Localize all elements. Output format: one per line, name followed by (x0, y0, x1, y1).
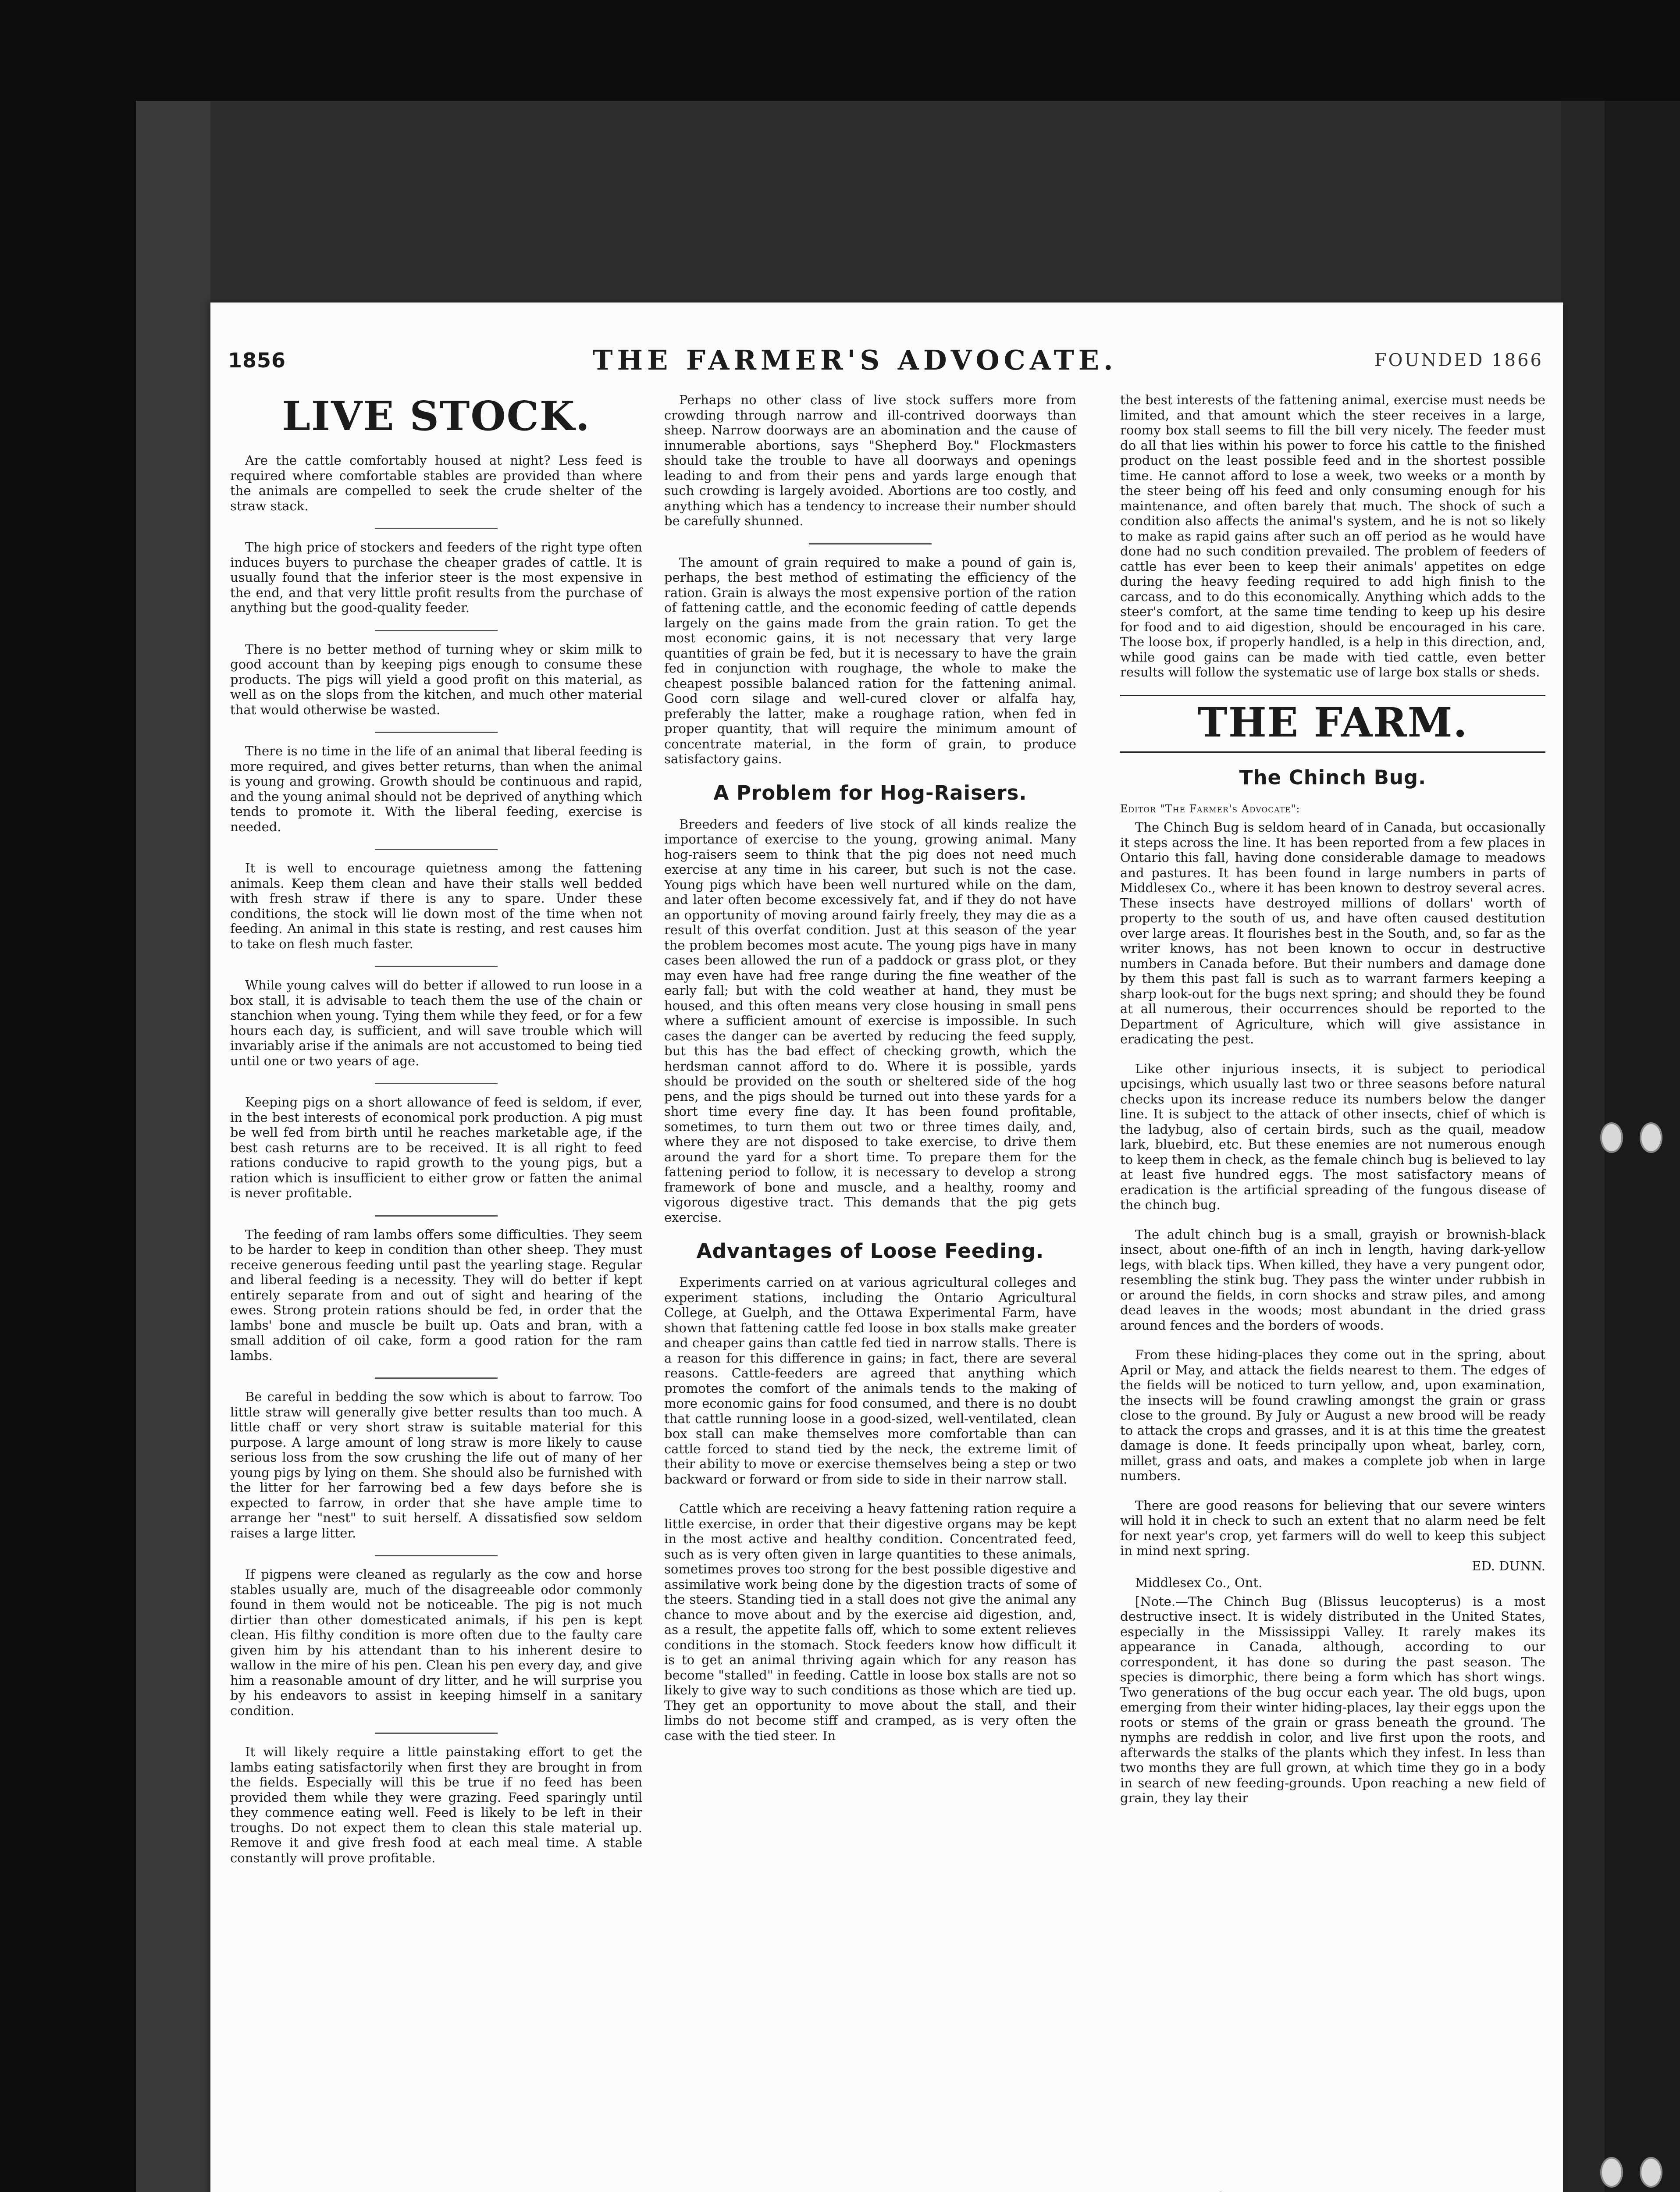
note-paragraph: [Note.—The Chinch Bug (Blissus leucopterus) is a most destructive insect. It is widely distributed in the United States, especially in the Mississippi Valley. It rarely makes its appearance in Canada, although, according to our correspondent, it has done so during the past season. The species is dimorphic, there being a form which has short wings. Two generations of the bug occur each year. The old bugs, upon emerging from their winter hiding-places, lay their eggs upon the roots or stems of the grain or grass beneath the ground. The nymphs are reddish in color, and live first upon the roots, and afterwards the stalks of the plants which they infest. In less than two months they are full grown, at which time they go in a body in search of new feeding-grounds. Upon reaching a new field of grain, they lay their (1120, 1594, 1545, 1805)
divider (375, 849, 498, 850)
article-heading-loose-feeding: Advantages of Loose Feeding. (696, 1239, 1044, 1263)
author-signature: ED. DUNN. (1472, 1558, 1545, 1573)
film-border-left (0, 0, 136, 2192)
film-border-top (0, 0, 1680, 101)
article-paragraph: It is well to encourage quietness among the fattening animals. Keep them clean and have their stalls well bedded with fresh straw if there is any to spare. Under these conditions, the stock will lie down most of the time when not feeding. An animal in this state is resting, and rest causes him to take on flesh much faster. (230, 861, 642, 951)
divider (375, 1215, 498, 1217)
divider (375, 1733, 498, 1734)
article-paragraph: the best interests of the fattening animal, exercise must needs be limited, and that amount which the steer receives in a large, roomy box stall seems to fill the bill very nicely. The feeder must do all that lies within his power to force his cattle to the finished product on the least possible feed and in the shortest possible time. He cannot afford to lose a week, two weeks or a month by the steer being off his feed and only consuming enough for his maintenance, and often barely that much. The shock of such a condition also affects the animal's system, and he is not so likely to make as rapid gains after such an off period as he would have done had no such condition prevailed. The problem of feeders of cattle has ever been to keep their animals' appetites on edge during the heavy feeding required to add high finish to the carcass, and to do this economically. Anything which adds to the steer's comfort, at the same time tending to keep up his desire for food and to aid digestion, should be encouraged in his care. The loose box, if properly handled, is a help in this direction, and, while good gains can be made with tied cattle, even better results will follow the systematic use of large box stalls or sheds. (1120, 392, 1545, 680)
article-paragraph: There is no time in the life of an animal that liberal feeding is more required, and gives better returns, than when the animal is young and growing. Growth should be continuous and rapid, and the young animal should not be deprived of anything which tends to promote it. With the liberal feeding, exercise is needed. (230, 744, 642, 834)
divider (375, 1377, 498, 1379)
article-paragraph: Are the cattle comfortably housed at night? Less feed is required where comfortable stables are provided than where the animals are compelled to seek the crude shelter of the straw stack. (230, 453, 642, 513)
article-paragraph: Breeders and feeders of live stock of all kinds realize the importance of exercise to the young, growing animal. Many hog-raisers seem to think that the pig does not need much exercise at any time in his career, but such is not the case. Young pigs which have been well nurtured while on the dam, and later often become excessively fat, and if they do not have an opportunity of moving around fairly freely, they may die as a result of this overfat condition. Just at this season of the year the problem becomes most acute. The young pigs have in many cases been allowed the run of a paddock or grass plot, or they may even have had free range during the fine weather of the early fall; but with the cold weather at hand, they must be housed, and this often means very close housing in small pens where a sufficient amount of exercise is impossible. In such cases the danger can be averted by reducing the feed supply, but this has the bad effect of checking growth, which the herdsman cannot afford to do. Where it is possible, yards should be provided on the south or sheltered side of the hog pens, and the pigs should be turned out into these yards for a short time every fine day. It has been found profitable, sometimes, to turn them out two or three times daily, and, where they are not disposed to take exercise, to drive them around the yard for a short time. To prepare them for the fattening period to follow, it is necessary to develop a strong framework of bone and muscle, and a healthy, roomy and vigorous digestive tract. This demands that the pig gets exercise. (664, 816, 1076, 1225)
article-paragraph: Cattle which are receiving a heavy fattening ration require a little exercise, in order that their digestive organs may be kept in the most active and healthy condition. Concentrated feed, such as is very often given in large quantities to these animals, sometimes proves too strong for the best possible digestive and assimilative work being done by the digestion tracts of some of the steers. Standing tied in a stall does not give the animal any chance to move about and by the exercise aid digestion, and, as a result, the appetite falls off, which to some extent relieves conditions in the stomach. Stock feeders know how difficult it is to get an animal thriving again which for any reason has become "stalled" in feeding. Cattle in loose box stalls are not so likely to give way to such conditions as those which are tied up. They get an opportunity to move about the stall, and their limbs do not become stiff and cramped, as is very often the case with the tied steer. In (664, 1501, 1076, 1743)
divider (375, 1555, 498, 1556)
article-paragraph: The adult chinch bug is a small, grayish or brownish-black insect, about one-fifth of an inch in length, having dark-yellow legs, with black tips. When killed, they have a very pungent odor, resembling the stink bug. They pass the winter under rubbish in or around the fields, in corn shocks and straw piles, and among dead leaves in the woods; most abundant in the dried grass around fences and the borders of woods. (1120, 1227, 1545, 1333)
article-paragraph: From these hiding-places they come out in the spring, about April or May, and attack the fields nearest to them. The edges of the fields will be noticed to turn yellow, and, upon examination, the insects will be found crawling amongst the grain or grass close to the ground. By July or August a new brood will be ready to attack the crops and grasses, and it is at this time the greatest damage is done. It feeds principally upon wheat, barley, corn, millet, grass and oats, and makes a complete job when in large numbers. (1120, 1347, 1545, 1483)
article-paragraph: Keeping pigs on a short allowance of feed is seldom, if ever, in the best interests of economical pork production. A pig must be well fed from birth until he reaches marketable age, if the best cash returns are to be received. It is all right to feed rations conducive to rapid growth to the young pigs, but a ration which is insufficient to either grow or fatten the animal is never profitable. (230, 1095, 642, 1200)
article-paragraph: It will likely require a little painstaking effort to get the lambs eating satisfactorily when first they are brought in from the fields. Especially will this be true if no feed has been provided them while they were grazing. Feed sparingly until they commence eating well. Feed is likely to be left in their troughs. Do not expect them to clean this stale material up. Remove it and give fresh food at each meal time. A stable constantly will prove profitable. (230, 1744, 642, 1865)
article-paragraph: The high price of stockers and feeders of the right type often induces buyers to purchase the cheaper grades of cattle. It is usually found that the inferior steer is the most expensive in the end, and that very little profit results from the purchase of anything but the good-quality feeder. (230, 540, 642, 615)
article-heading-chinch-bug: The Chinch Bug. (1239, 765, 1427, 789)
column-middle (664, 392, 1076, 1758)
film-shadow-strip (35, 101, 1657, 320)
divider (375, 966, 498, 967)
article-paragraph: Like other injurious insects, it is subject to periodical upcisings, which usually last two or three seasons before natural checks upon its increase reduce its numbers below the danger line. It is subject to the attack of other insects, chief of which is the ladybug, also of certain birds, such as the quail, meadow lark, bluebird, etc. But these enemies are not numerous enough to keep them in check, as the female chinch bug is believed to lay at least five hundred eggs. The most satisfactory means of eradication is the artificial spreading of the fungous disease of the chinch bug. (1120, 1061, 1545, 1212)
section-heading-live-stock: LIVE STOCK. (282, 392, 591, 440)
divider (375, 528, 498, 529)
newspaper-page (210, 302, 1563, 2192)
article-paragraph: If pigpens were cleaned as regularly as the cow and horse stables usually are, much of the disagreeable odor commonly found in them would not be noticeable. The pig is not much dirtier than other domesticated animals, if his pen is kept clean. His filthy condition is more often due to the faulty care given him by his attendant than to his inherent desire to wallow in the mire of his pen. Clean his pen every day, and give him a reasonable amount of dry litter, and he will surprise you by his endeavors to assist in keeping himself in a sanitary condition. (230, 1567, 642, 1718)
section-heading-the-farm: THE FARM. (1120, 695, 1545, 753)
founded-line: FOUNDED 1866 (1374, 350, 1543, 370)
column-live-stock (230, 392, 642, 1880)
article-paragraph: The feeding of ram lambs offers some difficulties. They seem to be harder to keep in condition than other sheep. They must receive generous feeding until past the yearling stage. Regular and liberal feeding is a necessity. They will do better if kept entirely separate from and out of sight and hearing of the ewes. Strong protein rations should be fed, in order that the lambs' bone and muscle be built up. Oats and bran, with a small addition of oil cake, form a good ration for the ram lambs. (230, 1227, 642, 1363)
binding-hole-icon (1640, 1122, 1662, 1153)
article-paragraph: While young calves will do better if allowed to run loose in a box stall, it is advisable to teach them the use of the chain or stanchion when young. Tying them while they feed, or for a few hours each day, is sufficient, and will save trouble which will invariably arise if the animals are not accustomed to being tied until one or two years of age. (230, 978, 642, 1068)
journal-title: THE FARMER'S ADVOCATE. (592, 344, 1118, 376)
article-paragraph: The Chinch Bug is seldom heard of in Canada, but occasionally it steps across the line. It has been reported from a few places in Ontario this fall, having done considerable damage to meadows and pastures. It has been found in large numbers in parts of Middlesex Co., where it has been known to destroy several acres. These insects have destroyed millions of dollars' worth of property to the south of us, and have often caused destitution over large areas. It flourishes best in the South, and, so far as the writer knows, has not been known to occur in destructive numbers in Canada before. But their numbers and damage done by them this past fall is such as to warrant farmers keeping a sharp look-out for the bugs next spring; and should they be found at all numerous, their occurrences should be reported to the Department of Agriculture, which will give assistance in eradicating the pest. (1120, 820, 1545, 1046)
binding-hole-icon (1640, 2157, 1662, 2188)
film-shadow-right (1561, 101, 1605, 2192)
article-paragraph: Perhaps no other class of live stock suffers more from crowding through narrow and ill-contrived doorways than sheep. Narrow doorways are an abomination and the cause of innumerable abortions, says "Shepherd Boy." Flockmasters should take the trouble to have all doorways and openings leading to and from their pens and yards large enough that such crowding is largely avoided. Abortions are too costly, and anything which has a tendency to increase their number should be carefully shunned. (664, 392, 1076, 528)
divider (375, 732, 498, 733)
divider (375, 630, 498, 631)
film-shadow-left (136, 101, 210, 2192)
divider (809, 543, 932, 544)
article-paragraph: Be careful in bedding the sow which is about to farrow. Too little straw will generally give better results than too much. A little chaff or very short straw is suitable material for this purpose. A large amount of long straw is more likely to cause serious loss from the sow crushing the life out of many of her young pigs by lying on them. She should also be furnished with the litter for her farrowing bed a few days before she is expected to farrow, in order that she have ample time to arrange her "nest" to suit herself. A dissatisfied sow seldom raises a large litter. (230, 1389, 642, 1541)
binding-hole-icon (1600, 1122, 1623, 1153)
article-paragraph: There are good reasons for believing that our severe winters will hold it in check to such an extent that no alarm need be felt for next year's crop, yet farmers will do well to keep this subject in mind next spring. (1120, 1498, 1545, 1558)
article-paragraph: There is no better method of turning whey or skim milk to good account than by keeping pigs enough to consume these products. The pigs will yield a good profit on this material, as well as on the slops from the kitchen, and much other material that would otherwise be wasted. (230, 641, 642, 717)
article-paragraph: The amount of grain required to make a pound of gain is, perhaps, the best method of estimating the efficiency of the ration. Grain is always the most expensive portion of the ration of fattening cattle, and the economic feeding of cattle depends largely on the gains made from the grain ration. To get the most economic gains, it is not necessary that very large quantities of grain be fed, but it is necessary to have the grain fed in conjunction with roughage, the whole to make the cheapest possible balanced ration for the fattening animal. Good corn silage and well-cured clover or alfalfa hay, preferably the latter, make a roughage ration, when fed in proper quantity, that will require the minimum amount of concentrate material, in the form of grain, to produce satisfactory gains. (664, 555, 1076, 766)
editor-salutation: Editor "The Farmer's Advocate": (1120, 802, 1300, 815)
author-location: Middlesex Co., Ont. (1135, 1575, 1263, 1590)
article-paragraph: Experiments carried on at various agricultural colleges and experiment stations, including the Ontario Agricultural College, at Guelph, and the Ottawa Experimental Farm, have shown that fattening cattle fed loose in box stalls make greater and cheaper gains than cattle fed tied in narrow stalls. There is a reason for this difference in gains; in fact, there are several reasons. Cattle-feeders are agreed that anything which promotes the comfort of the animals tends to the making of more economic gains for food consumed, and there is no doubt that cattle running loose in a good-sized, well-ventilated, clean box stall can make themselves more comfortable than can cattle forced to stand tied by the neck, the extreme limit of their ability to move or exercise themselves being a step or two backward or forward or from side to side in their narrow stall. (664, 1275, 1076, 1487)
page-number: 1856 (228, 349, 286, 372)
divider (375, 1083, 498, 1084)
binding-hole-icon (1600, 2157, 1623, 2188)
column-right (1120, 392, 1545, 1820)
article-heading-hog-raisers: A Problem for Hog-Raisers. (713, 781, 1027, 804)
page-header (228, 344, 1543, 379)
